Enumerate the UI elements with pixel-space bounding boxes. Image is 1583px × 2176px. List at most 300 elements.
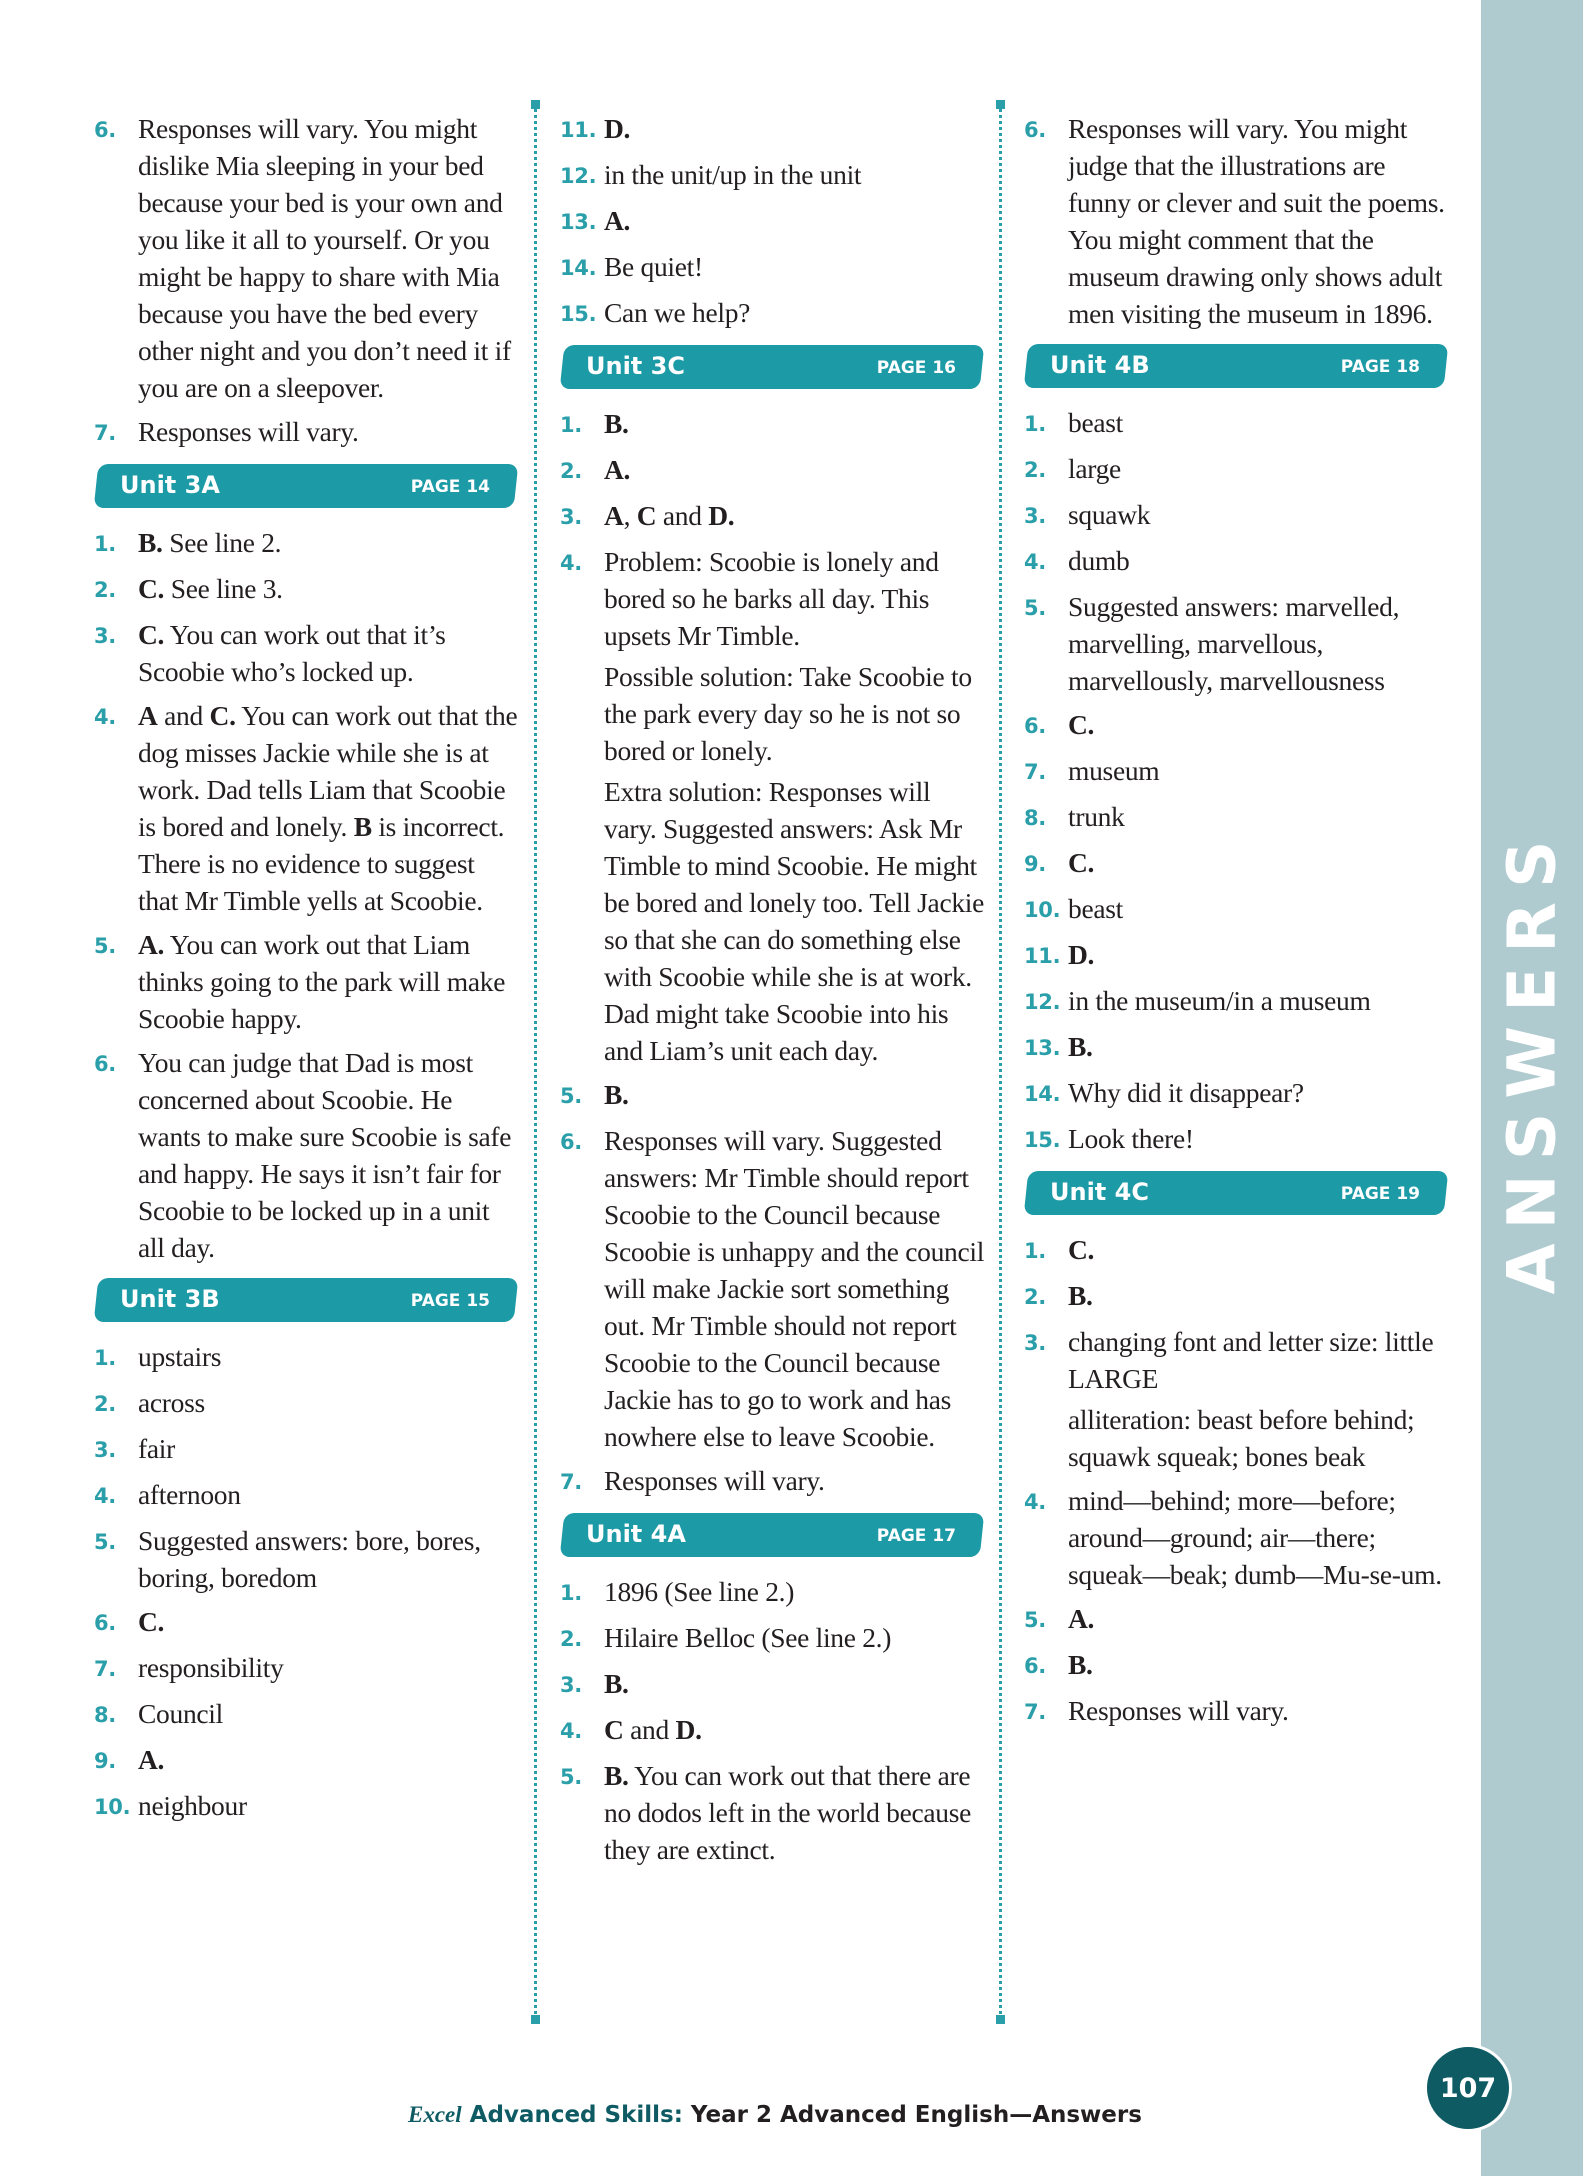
answer-text	[1068, 588, 1449, 699]
answer-paragraph	[138, 1695, 519, 1732]
answer-text	[1068, 1028, 1449, 1067]
answer-number: 14.	[1024, 1082, 1061, 1106]
answer-number: 15.	[560, 302, 597, 326]
answer-item	[94, 1603, 519, 1642]
answer-text	[1068, 1277, 1449, 1316]
answer-explanation: Hilaire Belloc (See line 2.)	[604, 1622, 892, 1653]
answer-letter: A.	[604, 454, 631, 485]
answer-text	[138, 1741, 519, 1780]
answer-item	[560, 543, 985, 1069]
answer-text	[604, 1573, 985, 1612]
answer-explanation: Extra solution: Responses will vary. Suggested answers: Ask Mr Timble to mind Scoobie. He might be bored and lonely too. Tell Jackie so that she can do something else with Scoobie while she is at work. Dad might take Scoobie into his and Liam’s unit each day.	[604, 776, 985, 1066]
answer-text	[1068, 496, 1449, 535]
answer-paragraph	[138, 1603, 519, 1640]
answer-number: 4.	[1024, 1490, 1046, 1514]
answer-explanation: Look there!	[1068, 1123, 1194, 1154]
answer-paragraph	[1068, 844, 1449, 881]
answer-letter: B.	[604, 1760, 629, 1791]
answer-item	[94, 570, 519, 609]
answer-number: 4.	[560, 1719, 582, 1743]
answer-paragraph	[604, 110, 985, 147]
answer-item	[560, 1573, 985, 1612]
answer-explanation: and	[157, 700, 210, 731]
answer-paragraph	[138, 524, 519, 561]
answer-paragraph	[604, 1122, 985, 1455]
answer-explanation: responsibility	[138, 1652, 284, 1683]
answer-explanation: large	[1068, 453, 1121, 484]
answer-text	[604, 405, 985, 444]
answer-text	[138, 413, 519, 452]
answer-explanation: Responses will vary.	[604, 1465, 825, 1496]
answer-number: 7.	[94, 421, 116, 445]
answer-explanation: Council	[138, 1698, 223, 1729]
answer-explanation: Possible solution: Take Scoobie to the park every day so he is not so bored or lonely.	[604, 661, 972, 766]
answer-number: 6.	[1024, 1654, 1046, 1678]
answer-text	[138, 1476, 519, 1515]
answer-text	[138, 1787, 519, 1826]
answer-item	[1024, 844, 1449, 883]
answer-item	[1024, 110, 1449, 332]
answer-number: 6.	[94, 118, 116, 142]
answer-explanation: Can we help?	[604, 297, 751, 328]
answer-explanation: Problem: Scoobie is lonely and bored so he barks all day. This upsets Mr Timble.	[604, 546, 939, 651]
unit-title: Unit 4B	[1050, 351, 1150, 379]
answer-explanation: and	[623, 1714, 676, 1745]
unit-page-ref: PAGE 14	[410, 477, 490, 497]
answer-column-1	[94, 110, 519, 1833]
answer-text	[1068, 1120, 1449, 1159]
answer-number: 10.	[94, 1795, 131, 1819]
answer-explanation: Why did it disappear?	[1068, 1077, 1304, 1108]
answer-letter: A.	[604, 205, 631, 236]
unit-title: Unit 3A	[120, 471, 220, 499]
answer-number: 5.	[94, 934, 116, 958]
answer-explanation: Responses will vary. You might judge that the illustrations are funny or clever and suit the poems. You might comment that the museum drawing only shows adult men visiting the museum in 1896.	[1068, 113, 1445, 329]
answer-number: 7.	[560, 1470, 582, 1494]
answer-number: 3.	[94, 1438, 116, 1462]
answer-explanation: Responses will vary. You might dislike Mia sleeping in your bed because your bed is your own and you like it all to yourself. Or you might be happy to share with Mia because you have the bed every other night and you don’t need it if you are on a sleepover.	[138, 113, 511, 403]
answer-explanation: You can work out that the dog misses Jackie while she is at work. Dad tells Liam that Scoobie is bored and lonely.	[138, 700, 518, 842]
answer-item	[1024, 1646, 1449, 1685]
answer-text	[604, 1076, 985, 1115]
answer-text	[604, 248, 985, 287]
answer-paragraph	[604, 1076, 985, 1113]
answer-paragraph	[138, 570, 519, 607]
answer-letter: B.	[1068, 1280, 1093, 1311]
unit-header	[96, 464, 516, 508]
answer-paragraph	[604, 658, 985, 769]
answer-letter: B.	[604, 1079, 629, 1110]
answer-paragraph	[1068, 706, 1449, 743]
answer-number: 2.	[1024, 458, 1046, 482]
answer-text	[138, 1384, 519, 1423]
answer-number: 1.	[1024, 1239, 1046, 1263]
answer-text	[604, 1757, 985, 1868]
answer-text	[604, 1122, 985, 1455]
answer-explanation: See line 3.	[164, 573, 283, 604]
answer-item	[560, 156, 985, 195]
answer-paragraph	[138, 1044, 519, 1266]
answer-text	[138, 1044, 519, 1266]
answer-number: 4.	[94, 705, 116, 729]
answer-number: 8.	[94, 1703, 116, 1727]
answer-text	[1068, 450, 1449, 489]
answer-paragraph	[1068, 752, 1449, 789]
answer-number: 2.	[1024, 1285, 1046, 1309]
answer-item	[560, 202, 985, 241]
answer-item	[560, 110, 985, 149]
answer-text	[1068, 982, 1449, 1021]
unit-header	[1026, 344, 1446, 388]
answer-text	[604, 451, 985, 490]
answer-item	[94, 1787, 519, 1826]
answer-explanation: Suggested answers: bore, bores, boring, boredom	[138, 1525, 481, 1593]
answer-text	[1068, 404, 1449, 443]
answer-item	[560, 1711, 985, 1750]
answer-explanation: in the museum/in a museum	[1068, 985, 1371, 1016]
answer-explanation: changing font and letter size: little LARGE	[1068, 1326, 1434, 1394]
answer-explanation: Responses will vary.	[1068, 1695, 1289, 1726]
answer-paragraph	[604, 1757, 985, 1868]
answer-letter: D.	[675, 1714, 702, 1745]
answer-paragraph	[1068, 982, 1449, 1019]
answer-paragraph	[604, 1619, 985, 1656]
answer-paragraph	[1068, 1600, 1449, 1637]
answer-item	[1024, 1231, 1449, 1270]
answer-paragraph	[604, 294, 985, 331]
column-divider	[534, 104, 537, 2020]
footer-title: Year 2 Advanced English—Answers	[682, 2102, 1142, 2128]
unit-page-ref: PAGE 16	[876, 358, 956, 378]
answer-item	[1024, 496, 1449, 535]
answer-item	[1024, 1120, 1449, 1159]
answer-text	[138, 1522, 519, 1596]
answer-paragraph	[138, 697, 519, 919]
answer-paragraph	[1068, 404, 1449, 441]
answer-number: 11.	[1024, 944, 1061, 968]
answer-number: 4.	[560, 551, 582, 575]
answer-paragraph	[138, 616, 519, 690]
answer-paragraph	[1068, 1277, 1449, 1314]
answer-item	[94, 1430, 519, 1469]
answer-explanation: is incorrect. There is no evidence to suggest that Mr Timble yells at Scoobie.	[138, 811, 505, 916]
answer-paragraph	[138, 1430, 519, 1467]
answer-explanation: You can judge that Dad is most concerned about Scoobie. He wants to make sure Scoobie is safe and happy. He says it isn’t fair for Scoobie to be locked up in a unit all day.	[138, 1047, 512, 1263]
answer-item	[1024, 1600, 1449, 1639]
answer-number: 14.	[560, 256, 597, 280]
answer-number: 3.	[560, 505, 582, 529]
answer-paragraph	[138, 926, 519, 1037]
answer-item	[1024, 706, 1449, 745]
answer-text	[138, 110, 519, 406]
answer-letter: C.	[1068, 709, 1095, 740]
answer-number: 2.	[94, 1392, 116, 1416]
answer-item	[94, 1649, 519, 1688]
answer-letter: B	[353, 811, 372, 842]
answer-text	[1068, 752, 1449, 791]
answer-letter: B.	[1068, 1031, 1093, 1062]
answer-text	[604, 1462, 985, 1501]
page-number: 107	[1424, 2044, 1512, 2132]
answer-text	[138, 697, 519, 919]
answer-text	[1068, 1692, 1449, 1731]
answer-letter: A.	[1068, 1603, 1095, 1634]
answer-explanation: fair	[138, 1433, 175, 1464]
unit-page-ref: PAGE 17	[876, 1526, 956, 1546]
unit-header	[562, 345, 982, 389]
answer-item	[94, 616, 519, 690]
answer-text	[1068, 1600, 1449, 1639]
answer-item	[1024, 936, 1449, 975]
answer-number: 2.	[94, 578, 116, 602]
answer-explanation: museum	[1068, 755, 1160, 786]
answer-number: 10.	[1024, 898, 1061, 922]
unit-page-ref: PAGE 15	[410, 1291, 490, 1311]
answer-paragraph	[604, 405, 985, 442]
answer-number: 7.	[1024, 760, 1046, 784]
answer-explanation: You can work out that Liam thinks going to the park will make Scoobie happy.	[138, 929, 506, 1034]
answer-letter: D.	[708, 500, 735, 531]
answer-paragraph	[138, 413, 519, 450]
answer-item	[1024, 1323, 1449, 1475]
answer-item	[94, 524, 519, 563]
answer-text	[604, 497, 985, 536]
answer-item	[560, 1619, 985, 1658]
answer-text	[138, 1649, 519, 1688]
answer-text	[1068, 890, 1449, 929]
answer-paragraph	[1068, 1401, 1449, 1475]
answer-explanation: Responses will vary.	[138, 416, 359, 447]
answer-explanation: trunk	[1068, 801, 1125, 832]
answer-number: 7.	[1024, 1700, 1046, 1724]
answer-letter: A	[138, 700, 158, 731]
answer-number: 6.	[1024, 118, 1046, 142]
answer-number: 1.	[1024, 412, 1046, 436]
answer-text	[604, 110, 985, 149]
answer-paragraph	[138, 1476, 519, 1513]
answer-item	[1024, 542, 1449, 581]
answer-paragraph	[1068, 1028, 1449, 1065]
answer-explanation: Suggested answers: marvelled, marvelling, marvellous, marvellously, marvellousness	[1068, 591, 1400, 696]
answer-explanation: and	[656, 500, 709, 531]
answer-item	[94, 110, 519, 406]
answer-paragraph	[1068, 450, 1449, 487]
answer-item	[560, 1757, 985, 1868]
answer-paragraph	[138, 1384, 519, 1421]
answer-number: 13.	[1024, 1036, 1061, 1060]
answer-text	[138, 1695, 519, 1734]
answer-letter: A.	[138, 1744, 165, 1775]
answer-text	[604, 156, 985, 195]
answer-paragraph	[1068, 1323, 1449, 1397]
answer-explanation: afternoon	[138, 1479, 241, 1510]
answer-letter: B.	[138, 527, 163, 558]
answer-item	[94, 697, 519, 919]
answer-number: 1.	[560, 413, 582, 437]
side-label-text: ANSWERS	[1493, 825, 1571, 1295]
answer-number: 7.	[94, 1657, 116, 1681]
answer-item	[1024, 1482, 1449, 1593]
side-label	[1481, 820, 1583, 1300]
answer-explanation: upstairs	[138, 1341, 222, 1372]
answer-text	[138, 570, 519, 609]
answer-text	[1068, 936, 1449, 975]
answer-paragraph	[1068, 496, 1449, 533]
answer-explanation: neighbour	[138, 1790, 247, 1821]
unit-title: Unit 4C	[1050, 1178, 1149, 1206]
answer-paragraph	[604, 248, 985, 285]
answer-letter: C.	[1068, 847, 1095, 878]
answer-number: 15.	[1024, 1128, 1061, 1152]
footer	[408, 2102, 1142, 2128]
answer-paragraph	[1068, 1482, 1449, 1593]
answer-item	[560, 1076, 985, 1115]
answer-number: 3.	[1024, 504, 1046, 528]
answer-number: 5.	[560, 1765, 582, 1789]
answer-explanation: Responses will vary. Suggested answers: Mr Timble should report Scoobie to the Council because Scoobie is unhappy and the council will make Jackie sort something out. Mr Timble should not report Scoobie to the Council because Jackie has to go to work and has nowhere else to leave Scoobie.	[604, 1125, 985, 1452]
unit-header	[96, 1278, 516, 1322]
answer-number: 6.	[1024, 714, 1046, 738]
answer-number: 3.	[94, 624, 116, 648]
answer-number: 8.	[1024, 806, 1046, 830]
unit-page-ref: PAGE 18	[1340, 357, 1420, 377]
answer-paragraph	[1068, 936, 1449, 973]
answer-number: 3.	[1024, 1331, 1046, 1355]
unit-header	[1026, 1171, 1446, 1215]
answer-paragraph	[1068, 542, 1449, 579]
answer-explanation: mind—behind; more—before; around—ground; air—there; squeak—beak; dumb—Mu-se-um.	[1068, 1485, 1442, 1590]
answer-text	[1068, 706, 1449, 745]
answer-item	[94, 1522, 519, 1596]
answer-explanation: Be quiet!	[604, 251, 703, 282]
answer-item	[1024, 588, 1449, 699]
answer-letter: A	[604, 500, 624, 531]
answer-item	[1024, 798, 1449, 837]
column-divider	[999, 104, 1002, 2020]
answer-paragraph	[604, 1462, 985, 1499]
answer-paragraph	[1068, 588, 1449, 699]
answer-number: 1.	[94, 1346, 116, 1370]
answer-item	[560, 294, 985, 333]
answer-text	[1068, 1231, 1449, 1270]
answer-number: 1.	[94, 532, 116, 556]
answer-number: 4.	[1024, 550, 1046, 574]
answer-text	[1068, 1074, 1449, 1113]
answer-explanation: across	[138, 1387, 205, 1418]
answer-number: 12.	[560, 164, 597, 188]
answer-paragraph	[604, 202, 985, 239]
answer-paragraph	[1068, 1646, 1449, 1683]
answer-item	[94, 413, 519, 452]
answer-paragraph	[138, 1787, 519, 1824]
answer-explanation: dumb	[1068, 545, 1130, 576]
answer-number: 1.	[560, 1581, 582, 1605]
answer-text	[604, 294, 985, 333]
answer-item	[1024, 890, 1449, 929]
answer-text	[1068, 1323, 1449, 1475]
unit-page-ref: PAGE 19	[1340, 1184, 1420, 1204]
answer-item	[1024, 752, 1449, 791]
answer-number: 5.	[94, 1530, 116, 1554]
answer-text	[604, 1619, 985, 1658]
answer-item	[1024, 1074, 1449, 1113]
answer-letter: B.	[1068, 1649, 1093, 1680]
answer-number: 6.	[560, 1130, 582, 1154]
answer-paragraph	[1068, 1231, 1449, 1268]
unit-title: Unit 3B	[120, 1285, 220, 1313]
answer-paragraph	[138, 1649, 519, 1686]
answer-paragraph	[138, 1522, 519, 1596]
answer-letter: C.	[138, 573, 165, 604]
answer-item	[560, 1462, 985, 1501]
answer-explanation: squawk	[1068, 499, 1151, 530]
answer-number: 13.	[560, 210, 597, 234]
answer-paragraph	[604, 497, 985, 534]
answer-text	[138, 1603, 519, 1642]
answer-column-2	[560, 110, 985, 1875]
answer-text	[138, 926, 519, 1037]
answer-text	[138, 1338, 519, 1377]
unit-header	[562, 1513, 982, 1557]
answer-number: 9.	[1024, 852, 1046, 876]
answer-text	[604, 1665, 985, 1704]
answer-column-3	[1024, 110, 1449, 1738]
answer-paragraph	[604, 543, 985, 654]
answer-text	[1068, 110, 1449, 332]
answer-number: 5.	[560, 1084, 582, 1108]
answer-number: 12.	[1024, 990, 1061, 1014]
footer-series: Advanced Skills:	[461, 2102, 683, 2128]
answer-text	[138, 616, 519, 690]
answer-text	[1068, 844, 1449, 883]
answer-explanation: You can work out that it’s Scoobie who’s locked up.	[138, 619, 446, 687]
answer-number: 6.	[94, 1052, 116, 1076]
answer-paragraph	[604, 1711, 985, 1748]
answer-item	[1024, 450, 1449, 489]
answer-item	[560, 451, 985, 490]
answer-letter: D.	[604, 113, 631, 144]
answer-letter: C	[604, 1714, 624, 1745]
answer-number: 11.	[560, 118, 597, 142]
answer-item	[1024, 982, 1449, 1021]
answer-number: 2.	[560, 1627, 582, 1651]
answer-text	[1068, 1482, 1449, 1593]
answer-paragraph	[1068, 1692, 1449, 1729]
answer-text	[1068, 798, 1449, 837]
answer-item	[560, 405, 985, 444]
unit-title: Unit 3C	[586, 352, 685, 380]
answer-item	[560, 1122, 985, 1455]
answer-item	[560, 497, 985, 536]
answer-paragraph	[1068, 798, 1449, 835]
answer-text	[604, 1711, 985, 1750]
answer-letter: C	[636, 500, 657, 531]
answer-explanation: See line 2.	[162, 527, 282, 558]
answer-letter: B.	[604, 408, 629, 439]
answer-letter: A.	[138, 929, 165, 960]
answer-number: 5.	[1024, 1608, 1046, 1632]
answer-item	[1024, 1028, 1449, 1067]
answer-explanation: You can work out that there are no dodos left in the world because they are extinct.	[604, 1760, 972, 1865]
answer-item	[94, 1044, 519, 1266]
answer-paragraph	[604, 1573, 985, 1610]
answer-paragraph	[1068, 1120, 1449, 1157]
answer-item	[94, 1741, 519, 1780]
answer-item	[94, 1384, 519, 1423]
answer-number: 9.	[94, 1749, 116, 1773]
answer-paragraph	[1068, 110, 1449, 332]
answer-letter: D.	[1068, 939, 1095, 970]
